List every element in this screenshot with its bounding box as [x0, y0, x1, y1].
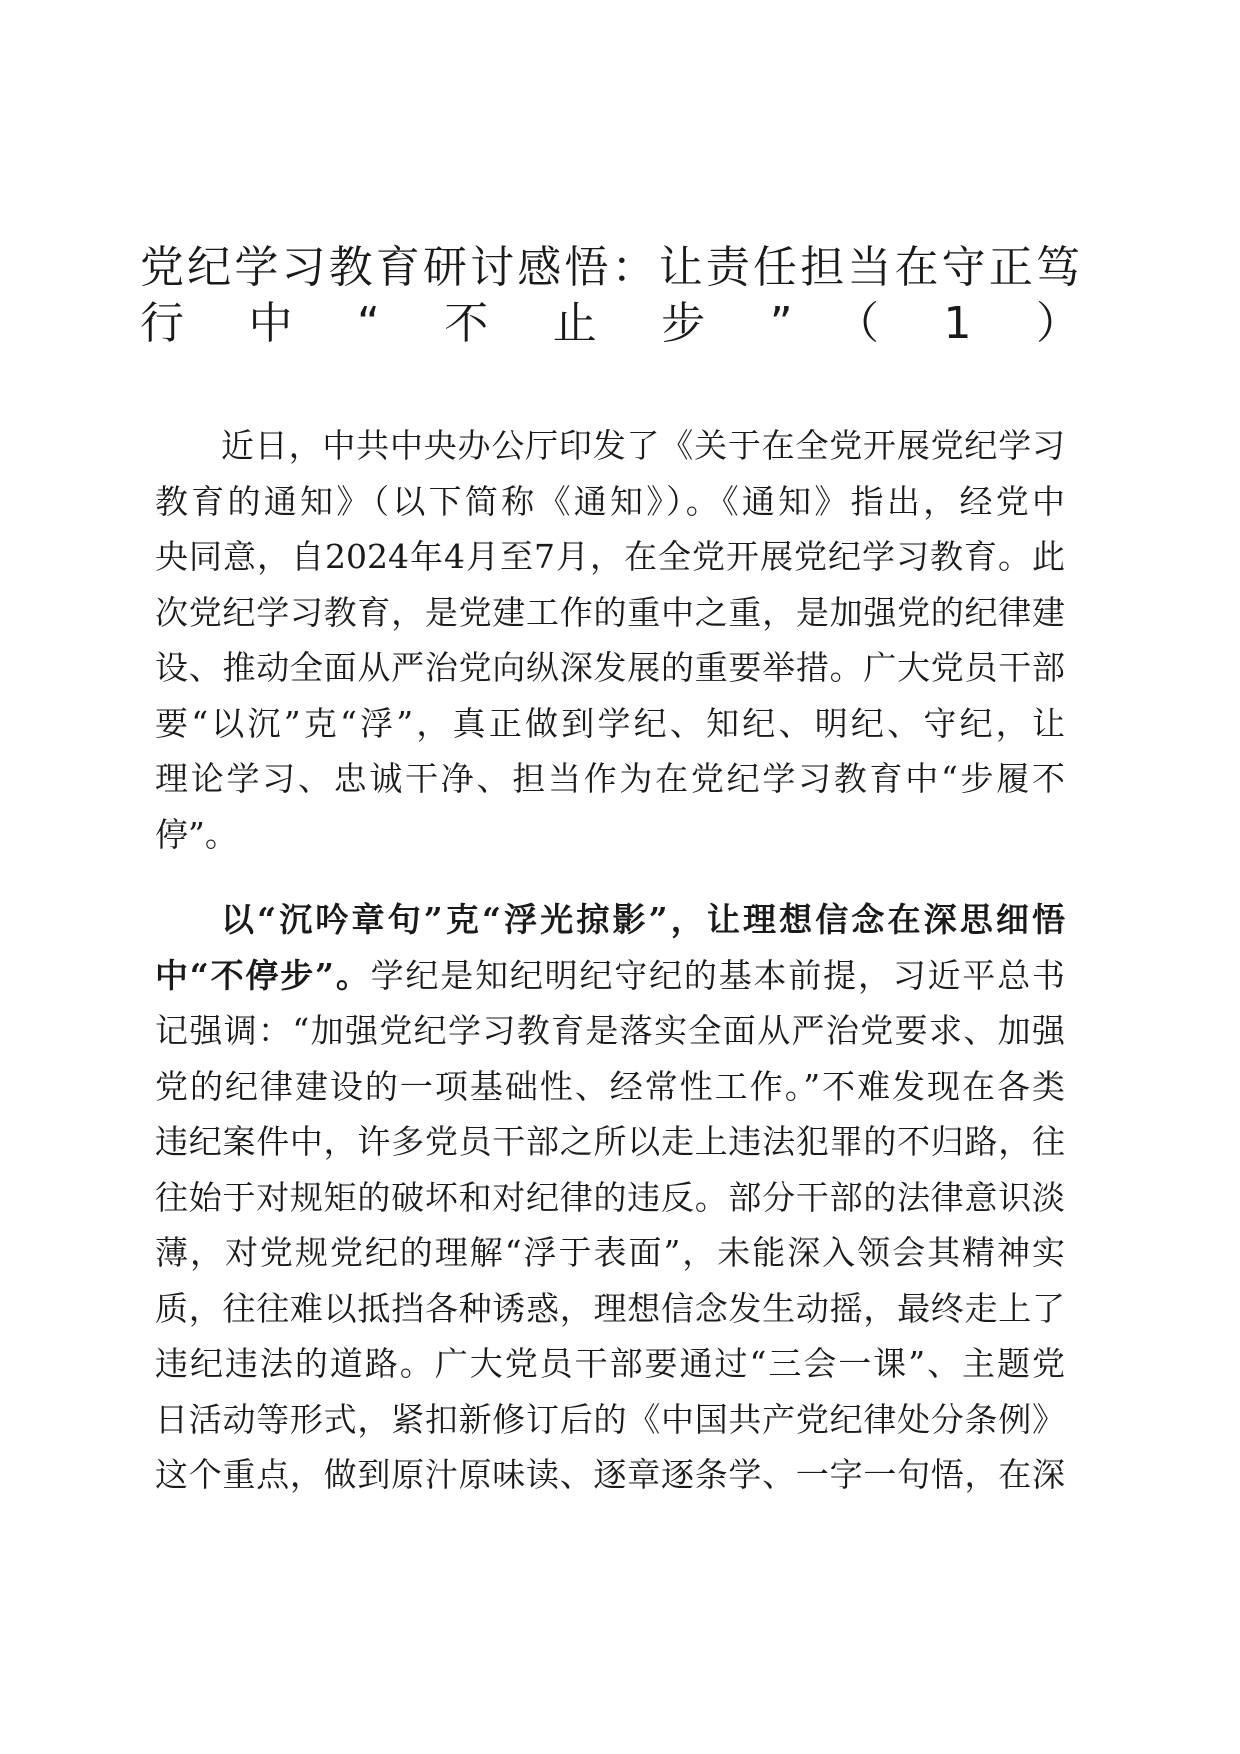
paragraph-intro [155, 418, 1065, 862]
title-line: 党纪学习教育研讨感悟：让责任担当在守正笃 [140, 242, 1080, 293]
text-line: 日活动等形式，紧扣新修订后的《中国共产党纪律处分条例》 [155, 1399, 1065, 1439]
document-body [155, 418, 1065, 1503]
paragraph-gap [155, 862, 1065, 892]
text-line: 设、推动全面从严治党向纵深发展的重要举措。广大党员干部 [155, 648, 1065, 687]
document-title [140, 240, 1080, 351]
text-line: 薄，对党规党纪的理解“浮于表面”，未能深入领会其精神实 [155, 1233, 1065, 1272]
text-line: 理论学习、忠诚干净、担当作为在党纪学习教育中“步履不 [155, 759, 1065, 798]
text-line: 近日，中共中央办公厅印发了《关于在全党开展党纪学习 [221, 426, 1065, 465]
paragraph-section-1 [155, 892, 1065, 1503]
text-segment: 学纪是知纪明纪守纪的基本前提，习近平总书 [370, 955, 1066, 995]
text-line: 停”。 [155, 814, 238, 854]
text-line: 质，往往难以抵挡各种诱惑，理想信念发生动摇，最终走上了 [155, 1288, 1065, 1328]
text-line: 次党纪学习教育，是党建工作的重中之重，是加强党的纪律建 [155, 592, 1065, 632]
section-heading-tail: 中“不停步”。 [155, 955, 371, 995]
text-line: 这个重点，做到原汁原味读、逐章逐条学、一字一句悟，在深 [155, 1455, 1065, 1494]
text-line: 要“以沉”克“浮”，真正做到学纪、知纪、明纪、守纪，让 [155, 703, 1065, 743]
text-line: 记强调：“加强党纪学习教育是落实全面从严治党要求、加强 [155, 1011, 1065, 1050]
text-line: 违纪案件中，许多党员干部之所以走上违法犯罪的不归路，往 [155, 1122, 1065, 1161]
text-line: 党的纪律建设的一项基础性、经常性工作。”不难发现在各类 [155, 1066, 1065, 1106]
text-line: 往始于对规矩的破坏和对纪律的违反。部分干部的法律意识淡 [155, 1177, 1065, 1217]
text-line [155, 948, 1065, 1004]
text-line: 违纪违法的道路。广大党员干部要通过“三会一课”、主题党 [155, 1344, 1065, 1383]
text-line: 央同意，自2024年4月至7月，在全党开展党纪学习教育。此 [155, 537, 1065, 576]
section-heading-line: 以“沉吟章句”克“浮光掠影”，让理想信念在深思细悟 [221, 900, 1065, 939]
title-line: 行中“不止步”（1） [140, 297, 1080, 349]
text-line: 教育的通知》（以下简称《通知》）。《通知》指出，经党中 [155, 481, 1065, 521]
